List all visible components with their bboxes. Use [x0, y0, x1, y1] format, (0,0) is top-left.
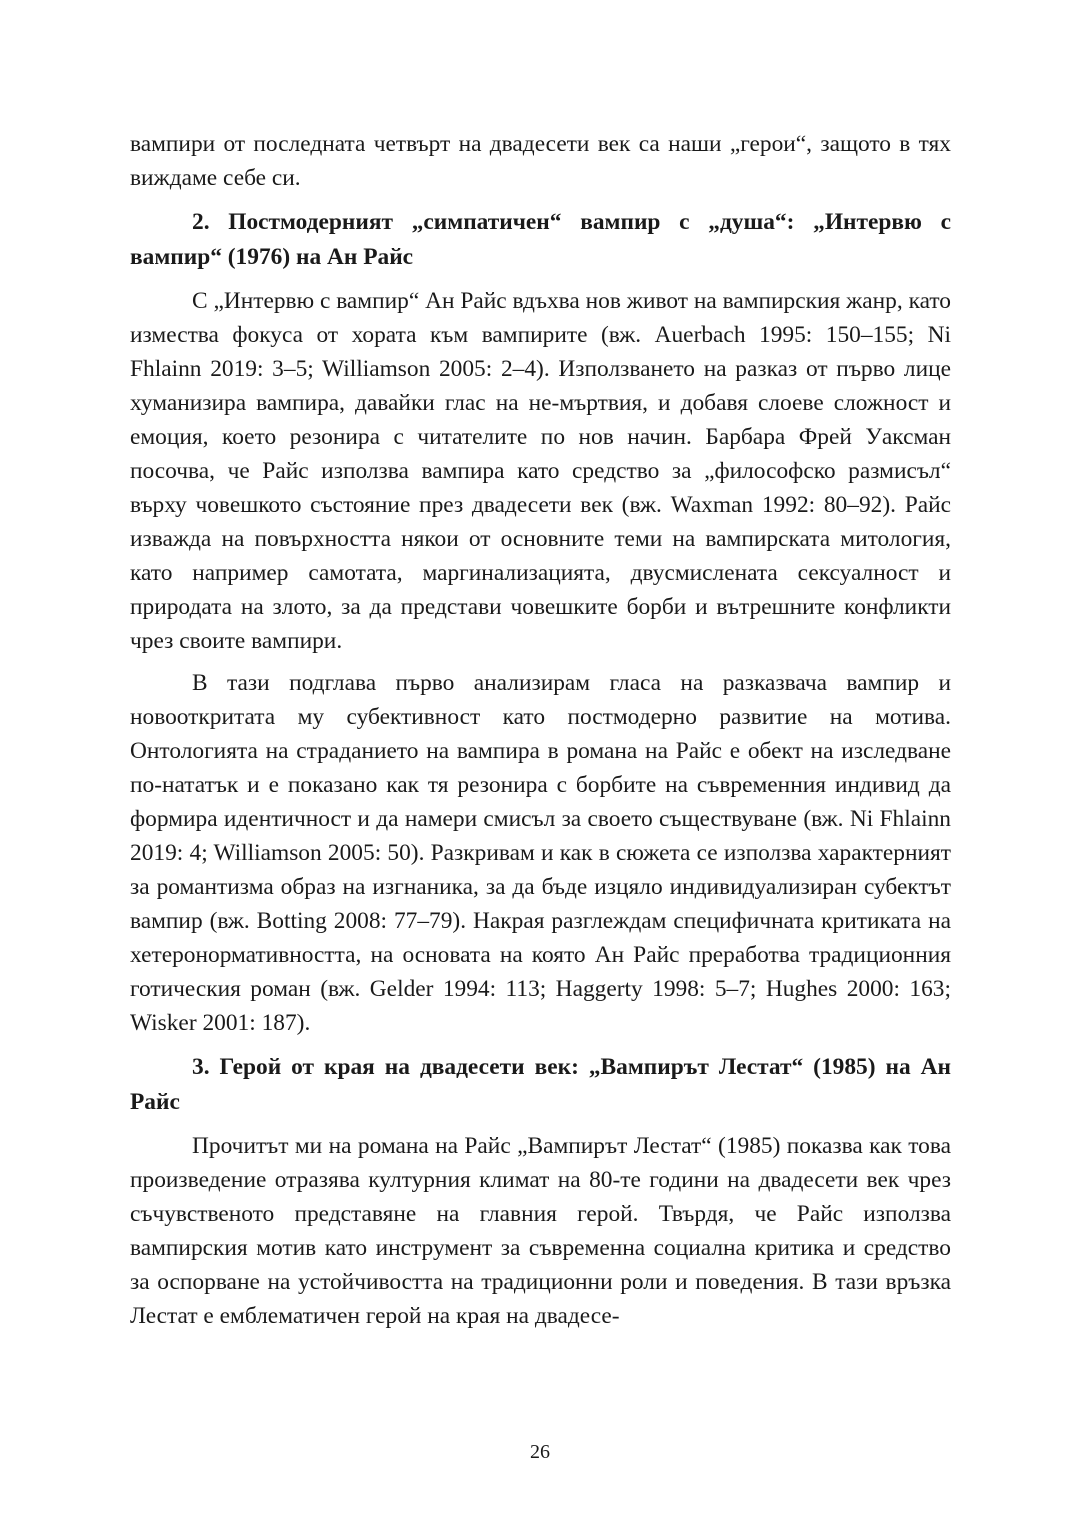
section-heading-3: 3. Герой от края на двадесети век: „Вампирът Лестат“ (1985) на Ан Райс — [130, 1054, 951, 1115]
paragraph-interview-intro: С „Интервю с вампир“ Ан Райс вдъхва нов живот на вампирския жанр, като измества фокуса от хората към вампирите (вж. Auerbach 1995: 150–155; Ni Fhlainn 2019: 3–5; Williamson 2005: 2–4). Използването на разказ от първо лице хуманизира вампира, давайки глас на не-мъртвия, и добавя слоеве сложност и емоция, което резонира с читателите по нов начин. Барбара Фрей Уаксман посочва, че Райс използва вампира като средство за „философско размисъл“ върху човешкото състояние през двадесети век (вж. Waxman 1992: 80–92). Райс изважда на повърхността някои от основните теми на вампирската митология, като например самотата, маргинализацията, двусмислената сексуалност и природата на злото, за да представи човешките борби и вътрешните конфликти чрез своите вампири. — [130, 288, 951, 654]
page-number: 26 — [530, 1441, 550, 1463]
document-page — [130, 127, 951, 1333]
paragraph-subchapter-analysis: В тази подглава първо анализирам гласа на разказвача вампир и новооткритата му субективност като постмодерно развитие на мотива. Онтологията на страданието на вампира в романа на Райс е обект на изследване по-нататък и е показано как тя резонира с борбите на съвременния индивид да формира идентичност и да намери смисъл за своето съществуване (вж. Ni Fhlainn 2019: 4; Williamson 2005: 50). Разкривам и как в сюжета се използва характерният за романтизма образ на изгнаника, за да бъде изцяло индивидуализиран субектът вампир (вж. Botting 2008: 77–79). Накрая разглеждам специфичната критиката на хетеронормативността, на основата на която Ан Райс преработва традиционния готическия роман (вж. Gelder 1994: 113; Haggerty 1998: 5–7; Hughes 2000: 163; Wisker 2001: 187). — [130, 670, 951, 1036]
paragraph-lestat-reading: Прочитът ми на романа на Райс „Вампирът Лестат“ (1985) показва как това произведение отразява културния климат на 80-те години на двадесети век чрез съчувственото представяне на главния герой. Твърдя, че Райс използва вампирския мотив като инструмент за съвременна социална критика и средство за оспорване на устойчивостта на традиционни роли и поведения. В тази връзка Лестат е емблематичен герой на края на двадесе- — [130, 1133, 951, 1329]
paragraph-continuation: вампири от последната четвърт на двадесети век са наши „герои“, защото в тях виждаме себе си. — [130, 131, 951, 191]
section-heading-2: 2. Постмодерният „симпатичен“ вампир с „душа“: „Интервю с вампир“ (1976) на Ан Райс — [130, 209, 951, 270]
